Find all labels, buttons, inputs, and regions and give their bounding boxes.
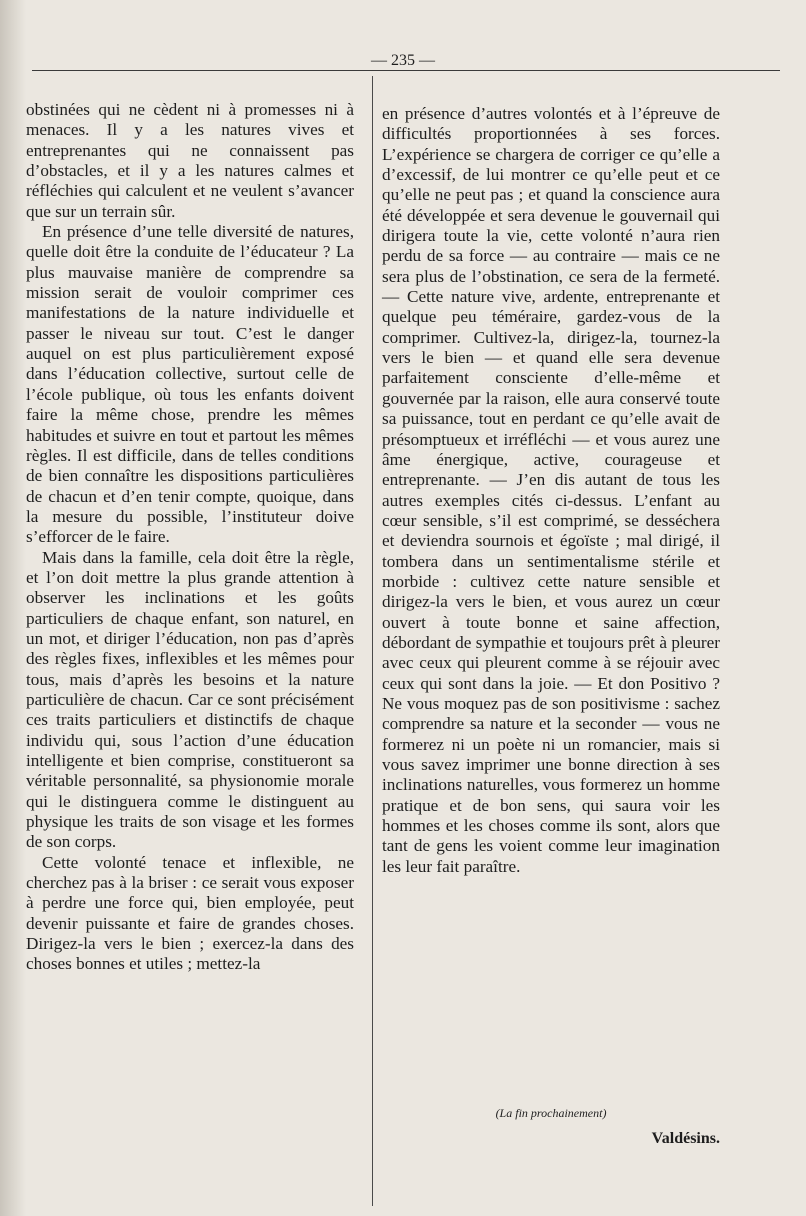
column-divider <box>372 76 373 1206</box>
header-rule <box>32 70 780 71</box>
right-paragraph: en présence d’autres volontés et à l’épreuve de difficultés proportionnées à ses forces. L’expérience se chargera de corriger ce qu’elle a d’excessif, de lui montrer ce qu’elle peut et ce qu’elle ne peut pas ; et quand la conscience aura été développée et sera devenue le gouvernail qui dirigera toute la vie, cette volonté n’aura rien perdu de sa force — au contraire — mais ce ne sera plus de l’obstination, ce sera de la fermeté. — Cette nature vive, ardente, entreprenante et quelque peu téméraire, gardez-vous de la comprimer. Cultivez-la, dirigez-la, tournez-la vers le bien — et quand elle sera devenue parfaitement consciente d’elle-même et gouvernée par la raison, elle aura conservé toute sa puissance, tout en perdant ce qu’elle avait de présomptueux et irréfléchi — et vous aurez une âme énergique, active, courageuse et entreprenante. — J’en dis autant de tous les autres exemples cités ci-dessus. L’enfant au cœur sensible, s’il est comprimé, se desséchera et deviendra sournois et égoïste ; mal dirigé, il tombera dans un sentimentalisme stérile et morbide : cultivez cette nature sensible et dirigez-la vers le bien, et vous aurez un cœur ouvert à toute bonne et saine affection, débordant de sympathie et toujours prêt à pleurer avec ceux qui pleurent comme à se réjouir avec ceux qui sont dans la joie. — Et don Positivo ? Ne vous moquez pas de son positivisme : sachez comprendre sa nature et la seconder — vous ne formerez ni un poète ni un romancier, mais si vous savez imprimer une bonne direction à ses inclinations naturelles, vous formerez un homme pratique et de bon sens, qui saura voir les hommes et les choses comme ils sont, alors que tant de gens les voient comme leur imagination les leur fait paraître. <box>382 104 720 876</box>
author-signature: Valdésins. <box>651 1130 720 1147</box>
left-paragraph: obstinées qui ne cèdent ni à promesses ni à menaces. Il y a les natures vives et entreprenantes qui ne connaissent pas d’obstacles, et il y a les natures calmes et réfléchies qui calculent et ne veulent s’avancer que sur un terrain sûr. <box>26 100 354 221</box>
page-edge-shadow <box>0 0 26 1216</box>
left-column <box>26 100 354 975</box>
right-column <box>382 104 720 877</box>
left-paragraph: Cette volonté tenace et inflexible, ne cherchez pas à la briser : ce serait vous exposer à perdre une force qui, bien employée, peut devenir puissante et faire de grandes choses. Dirigez-la vers le bien ; exercez-la dans des choses bonnes et utiles ; mettez-la <box>26 852 354 974</box>
left-paragraph: Mais dans la famille, cela doit être la règle, et l’on doit mettre la plus grande attention à observer les inclinations et les goûts particuliers de chaque enfant, son naturel, en un mot, et diriger l’éducation, non pas d’après des règles fixes, inflexibles et les mêmes pour tous, mais d’après les besoins et la nature particulière de chacun. Car ce sont précisément ces traits particuliers et distinctifs de chaque individu qui, sous l’action d’une éducation intelligente et bien comprise, constitueront sa véritable personnalité, sa physionomie morale qui le distinguera comme le distinguent au physique les traits de son visage et les formes de son corps. <box>26 547 354 852</box>
left-paragraph: En présence d’une telle diversité de natures, quelle doit être la conduite de l’éducateur ? La plus mauvaise manière de comprendre sa mission serait de vouloir comprimer ces manifestations de la nature individuelle et passer le niveau sur tout. C’est le danger auquel on est plus particulièrement exposé dans l’éducation collective, surtout celle de l’école publique, où tous les enfants doivent faire la même chose, prendre les mêmes habitudes et suivre en tout et partout les mêmes règles. Il est difficile, dans de telles conditions de bien connaître les dispositions particulières de chacun et d’en tenir compte, quoique, dans la mesure du possible, l’instituteur doive s’efforcer de le faire. <box>26 222 354 547</box>
page-number: — 235 — <box>371 52 435 69</box>
continuation-note: (La fin prochainement) <box>495 1106 607 1120</box>
